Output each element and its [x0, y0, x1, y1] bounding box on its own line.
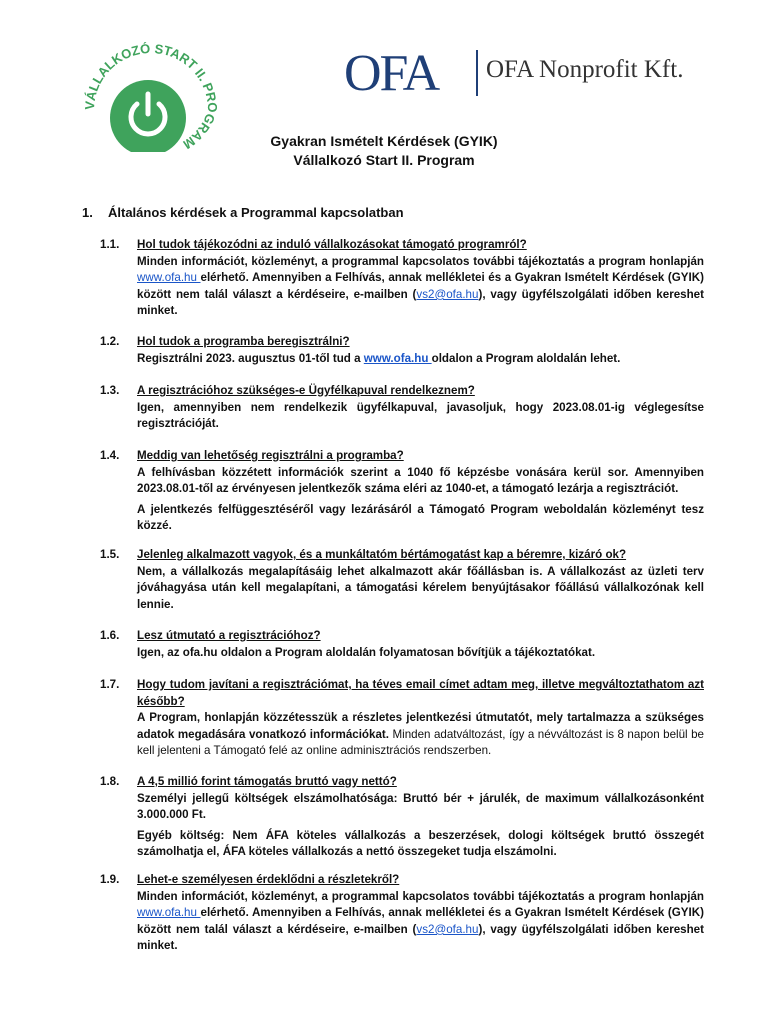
faq-question: Lehet-e személyesen érdeklődni a részletekről?: [137, 873, 400, 886]
faq-number: 1.5.: [100, 548, 120, 561]
faq-item-1-8: [100, 774, 704, 865]
document-title: Gyakran Ismételt Kérdések (GYIK): [270, 133, 498, 149]
faq-question: Hogy tudom javítani a regisztrációmat, ha téves email címet adtam meg, illetve megváltoztathatom azt később?: [137, 678, 704, 708]
ofa-website-link[interactable]: www.ofa.hu: [137, 271, 201, 285]
faq-number: 1.8.: [100, 775, 120, 788]
section-number: 1.: [82, 205, 93, 220]
faq-number: 1.6.: [100, 629, 120, 642]
faq-number: 1.9.: [100, 873, 120, 886]
email-link[interactable]: vs2@ofa.hu: [416, 287, 479, 301]
faq-number: 1.7.: [100, 678, 120, 691]
faq-number: 1.1.: [100, 238, 120, 251]
faq-item-1-1: [100, 237, 704, 320]
faq-question: Lesz útmutató a regisztrációhoz?: [137, 629, 321, 642]
program-logo-text: VÁLLALKOZÓ START II. PROGRAM: [82, 42, 221, 152]
faq-question: Hol tudok a programba beregisztrálni?: [137, 335, 350, 348]
faq-answer: Minden információt, közleményt, a programmal kapcsolatos további tájékoztatás a program honlapján www.ofa.hu elérhető. Amennyiben a Felhívás, annak mellékletei és a Gyakran Ismételt Kérdések (GYIK) között nem talál választ a kérdéseire, e-mailben (vs2@ofa.hu), vagy ügyfélszolgálati időben kereshet minket.: [137, 889, 704, 953]
ofa-logo: [344, 44, 684, 102]
faq-item-1-2: [100, 334, 704, 367]
section-heading: [82, 205, 404, 220]
ofa-website-link[interactable]: www.ofa.hu: [137, 906, 201, 920]
faq-question: A regisztrációhoz szükséges-e Ügyfélkapuval rendelkeznem?: [137, 384, 475, 397]
faq-answer: Nem, a vállalkozás megalapításáig lehet alkalmazott akár főállásban is. A vállalkozást az üzleti terv jóváhagyása után kell megalapítani, a támogatási kérelem benyújtásakor főállású vállalkozónak kell lennie.: [137, 564, 704, 611]
faq-question: Meddig van lehetőség regisztrálni a programba?: [137, 449, 404, 462]
faq-number: 1.4.: [100, 449, 120, 462]
faq-item-1-7: [100, 677, 704, 760]
section-title: Általános kérdések a Programmal kapcsolatban: [108, 205, 404, 220]
email-link[interactable]: vs2@ofa.hu: [416, 922, 479, 936]
faq-item-1-9: [100, 872, 704, 955]
ofa-logo-divider: [476, 50, 478, 96]
faq-question: Hol tudok tájékozódni az induló vállalkozásokat támogató programról?: [137, 238, 527, 251]
faq-answer: A felhívásban közzétett információk szerint a 1040 fő képzésbe vonására kerül sor. Amennyiben 2023.08.01-től az érvényesen jelentkezők száma eléri az 1040-et, a támogató lezárja a regisztrációt. A jelentkezés felfüggesztéséről vagy lezárásáról a Támogató Program weboldalán közleményt tesz közzé.: [137, 465, 704, 533]
faq-item-1-5: [100, 547, 704, 613]
faq-answer: Igen, az ofa.hu oldalon a Program aloldalán folyamatosan bővítjük a tájékoztatókat.: [137, 645, 596, 659]
faq-answer: Igen, amennyiben nem rendelkezik ügyfélkapuval, javasoljuk, hogy 2023.08.01-ig véglegesítse regisztrációját.: [137, 400, 704, 431]
ofa-logo-mark: OFA: [344, 45, 439, 102]
ofa-website-link[interactable]: www.ofa.hu: [363, 351, 432, 365]
faq-item-1-6: [100, 628, 704, 661]
ofa-logo-name: OFA Nonprofit Kft.: [486, 56, 684, 83]
faq-answer: Személyi jellegű költségek elszámolhatósága: Bruttó bér + járulék, de maximum vállalkozásonként 3.000.000 Ft. Egyéb költség: Nem ÁFA köteles vállalkozás a beszerzések, dologi költségek bruttó összegét számolhatja el, ÁFA köteles vállalkozás a nettó összegeket tudja elszámolni.: [137, 791, 704, 859]
faq-question: Jelenleg alkalmazott vagyok, és a munkáltatóm bértámogatást kap a béremre, kizáró ok?: [137, 548, 627, 561]
faq-answer: Minden információt, közleményt, a programmal kapcsolatos további tájékoztatás a program honlapján www.ofa.hu elérhető. Amennyiben a Felhívás, annak mellékletei és a Gyakran Ismételt Kérdések (GYIK) között nem talál választ a kérdéseire, e-mailben (vs2@ofa.hu), vagy ügyfélszolgálati időben kereshet minket.: [137, 254, 704, 318]
faq-item-1-4: [100, 448, 704, 539]
faq-number: 1.3.: [100, 384, 120, 397]
faq-answer: Regisztrálni 2023. augusztus 01-től tud a www.ofa.hu oldalon a Program aloldalán lehet.: [137, 351, 621, 365]
faq-question: A 4,5 millió forint támogatás bruttó vagy nettó?: [137, 775, 397, 788]
faq-item-1-3: [100, 383, 704, 433]
document-subtitle: Vállalkozó Start II. Program: [293, 152, 475, 168]
faq-answer: A Program, honlapján közzétesszük a részletes jelentkezési útmutatót, mely tartalmazza a szükséges adatok megadására vonatkozó információkat. Minden adatváltozást, így a névváltozást is 8 napon belül be kell jelenteni a Támogató felé az online adminisztrációs rendszerben.: [137, 711, 704, 758]
faq-number: 1.2.: [100, 335, 120, 348]
